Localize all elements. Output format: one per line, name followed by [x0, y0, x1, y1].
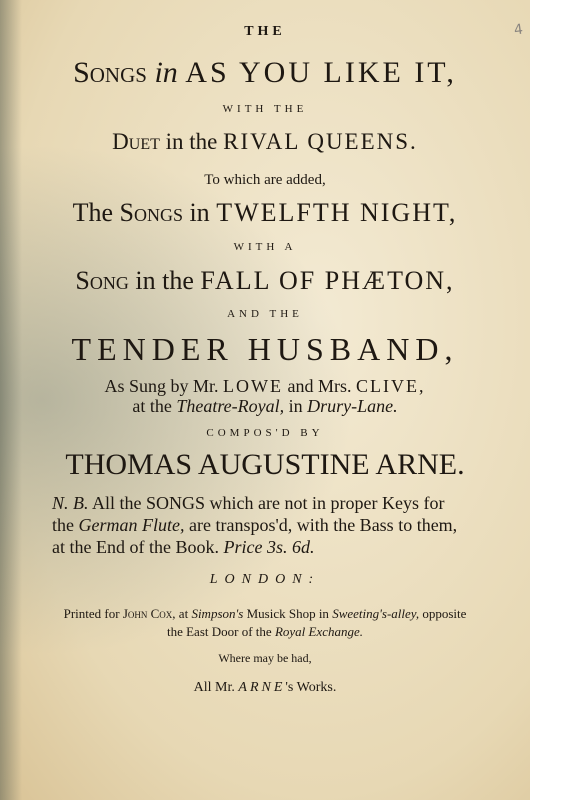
place-royal-exchange: Royal Exchange.	[274, 624, 364, 639]
nb-text-the: the	[52, 515, 79, 535]
name-arne: ARNE	[238, 680, 286, 695]
word-in-2: in	[182, 198, 217, 227]
line-with-a: WITH A	[233, 241, 297, 253]
nb-line-3: at the End of the Book.	[52, 537, 224, 557]
text-as-sung-by: As Sung by Mr.	[104, 376, 224, 396]
line-fall-of-phaeton	[0, 266, 530, 296]
word-song: Song	[75, 266, 129, 295]
name-simpsons: Simpson's	[191, 606, 244, 621]
word-duet: Duet	[112, 129, 160, 154]
text-east-door: the East Door of the	[166, 624, 275, 639]
text-all-mr: All Mr.	[193, 680, 239, 695]
line-with-the: WITH THE	[222, 103, 308, 115]
text-at: at	[175, 606, 192, 621]
name-john-cox: John Cox,	[122, 606, 176, 621]
play-twelfth-night: TWELFTH NIGHT,	[216, 198, 458, 227]
nb-line-1: All the SONGS which are not in proper Keys for	[88, 493, 445, 513]
text-in: in	[284, 396, 308, 416]
place-drury-lane: Drury-Lane.	[307, 396, 398, 416]
text-at-the: at the	[132, 396, 177, 416]
line-theatre-royal	[0, 396, 530, 417]
line-composd-by: COMPOS'D BY	[206, 427, 324, 439]
place-sweetings-alley: Sweeting's-alley,	[332, 606, 420, 621]
place-theatre-royal: Theatre-Royal,	[176, 396, 285, 416]
line-as-sung-by	[0, 376, 530, 397]
line-twelfth-night	[0, 198, 530, 228]
play-fall-of-phaeton: FALL OF PHÆTON,	[200, 266, 455, 295]
text-opposite: opposite	[419, 606, 467, 621]
text-printed-for: Printed for	[63, 606, 123, 621]
line-east-door	[0, 624, 530, 640]
line-the: THE	[244, 24, 286, 39]
line-rival-queens	[0, 129, 530, 155]
play-as-you-like-it: AS YOU LIKE IT,	[185, 56, 457, 89]
line-composer: THOMAS AUGUSTINE ARNE.	[65, 448, 465, 481]
word-in-the-2: in the	[128, 266, 201, 295]
line-arne-works	[0, 680, 530, 696]
text-and-mrs: and Mrs.	[283, 376, 356, 396]
word-in: in	[146, 56, 186, 89]
name-clive: CLIVE,	[356, 376, 426, 396]
word-in-the: in the	[159, 129, 224, 154]
text-musick-shop: Musick Shop in	[243, 606, 333, 621]
nb-line-2: are transpos'd, with the Bass to them,	[184, 515, 458, 535]
line-tender-husband: TENDER HUSBAND,	[71, 331, 459, 367]
name-lowe: LOWE	[223, 376, 283, 396]
nb-german-flute: German Flute,	[78, 515, 185, 535]
text-works: 's Works.	[285, 680, 337, 695]
word-songs-2: Songs	[119, 198, 183, 227]
nb-price: Price 3s. 6d.	[223, 537, 315, 557]
line-london: LONDON:	[209, 572, 321, 587]
line-as-you-like-it	[0, 56, 530, 90]
line-and-the: AND THE	[227, 308, 303, 320]
word-the: The	[72, 198, 120, 227]
nb-label: N. B.	[52, 493, 89, 513]
pencil-mark: 4	[513, 21, 526, 39]
play-rival-queens: RIVAL QUEENS.	[223, 129, 418, 154]
line-where-may-be-had: Where may be had,	[218, 651, 312, 665]
word-songs: Songs	[73, 56, 147, 89]
nota-bene	[52, 492, 492, 558]
line-to-which-are-added: To which are added,	[204, 172, 326, 188]
line-printed-for	[0, 606, 530, 622]
